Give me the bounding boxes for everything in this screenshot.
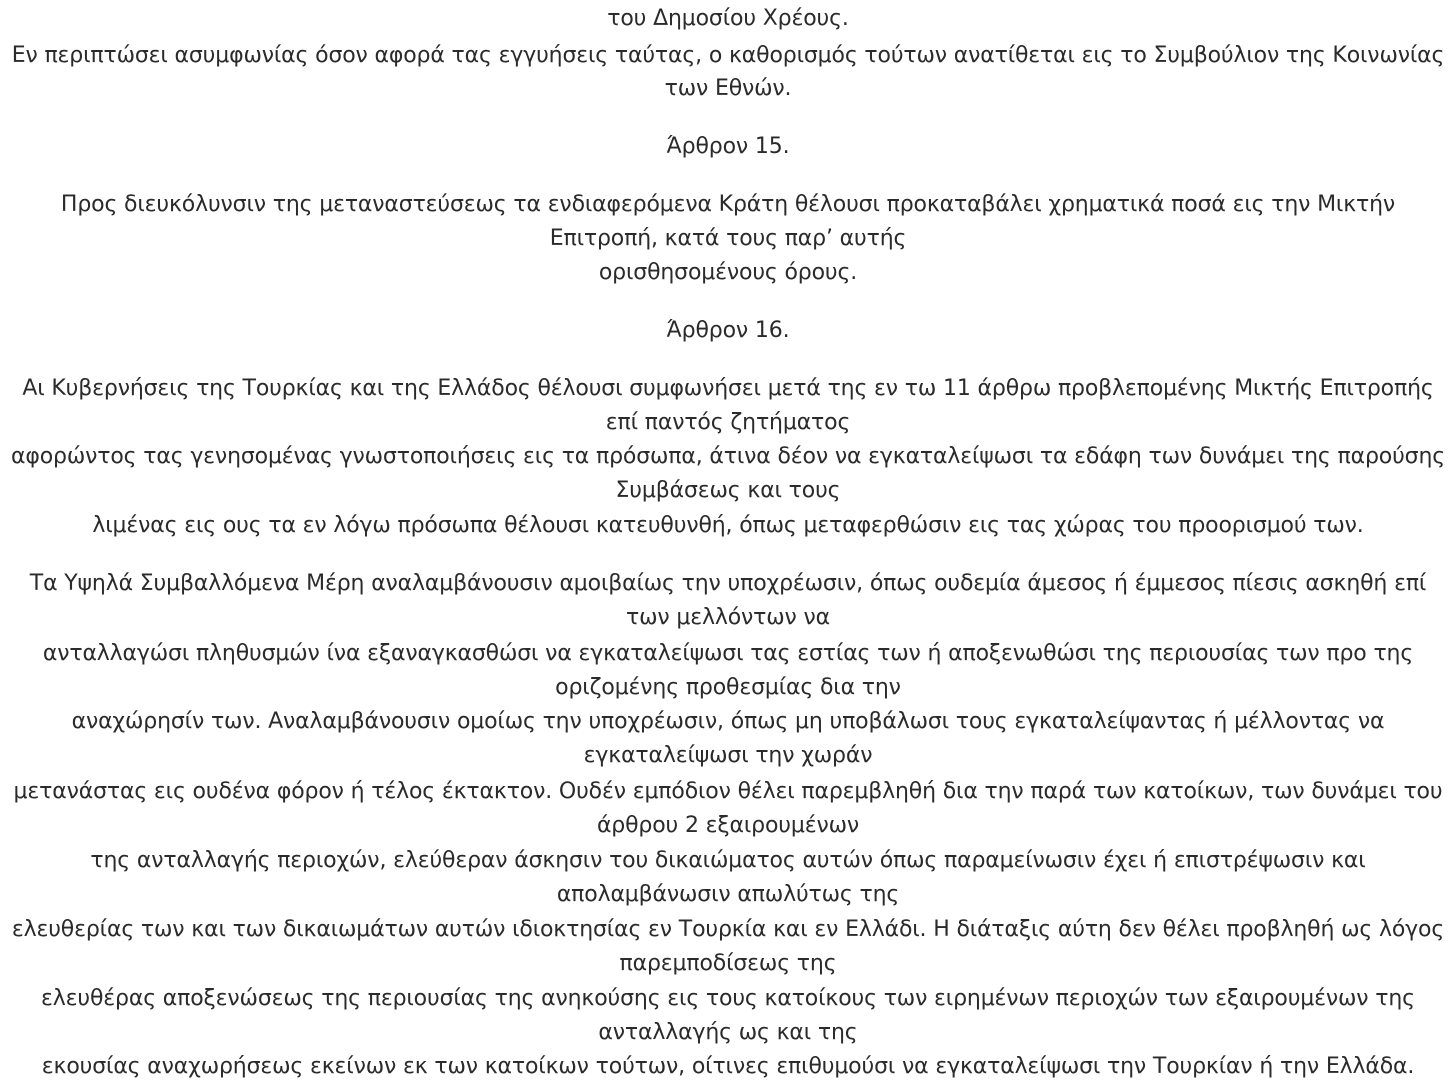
text-line: ελευθερίας των και των δικαιωμάτων αυτών ιδιοκτησίας εν Τουρκία και εν Ελλάδι. Η διάταξις αύτη δεν θέλει προβληθή ως λόγος — [11, 917, 1445, 942]
text-line: άρθρου 2 εξαιρουμένων — [596, 813, 860, 838]
text-line: ορισθησομένους όρους. — [598, 260, 858, 285]
text-line: Αι Κυβερνήσεις της Τουρκίας και της Ελλάδος θέλουσι συμφωνήσει μετά της εν τω 11 άρθρω προβλεπομένης Μικτής Επιτροπής — [22, 376, 1434, 401]
text-line: μετανάστας εις ουδένα φόρον ή τέλος έκτακτον. Ουδέν εμπόδιον θέλει παρεμβληθή δια την παρά των κατοίκων, των δυνάμει του — [13, 779, 1443, 804]
text-line: απολαμβάνωσιν απωλύτως της — [556, 882, 900, 907]
text-line: Εν περιπτώσει ασυμφωνίας όσον αφορά τας εγγυήσεις ταύτας, ο καθορισμός τούτων ανατίθεται εις το Συμβούλιον της Κοινωνίας — [11, 43, 1445, 68]
article-heading-16: Άρθρον 16. — [666, 318, 790, 343]
text-line: του Δημοσίου Χρέους. — [607, 6, 849, 31]
text-line: των μελλόντων να — [626, 605, 830, 630]
text-line: Προς διευκόλυνσιν της μεταναστεύσεως τα ενδιαφερόμενα Κράτη θέλουσι προκαταβάλει χρηματικά ποσά εις την Μικτήν — [60, 192, 1396, 217]
text-line: ελευθέρας αποξενώσεως της περιουσίας της ανηκούσης εις τους κατοίκους των ειρημένων περιοχών των εξαιρουμένων της — [41, 986, 1415, 1011]
text-line: Συμβάσεως και τους — [615, 478, 841, 503]
text-line: ανταλλαγής ως και της — [598, 1020, 858, 1045]
text-line: εκουσίας αναχωρήσεως εκείνων εκ των κατοίκων τούτων, οίτινες επιθυμούσι να εγκαταλείψωσι την Τουρκίαν ή την Ελλάδα. — [41, 1054, 1415, 1079]
text-line: οριζομένης προθεσμίας δια την — [555, 675, 901, 700]
text-line: αφορώντος τας γενησομένας γνωστοποιήσεις εις τα πρόσωπα, άτινα δέον να εγκαταλείψωσι τα εδάφη των δυνάμει της παρούσης — [11, 444, 1445, 469]
text-line: εγκαταλείψωσι την χωράν — [583, 743, 873, 768]
text-line: Επιτροπή, κατά τους παρ’ αυτής — [549, 226, 907, 251]
text-line: Τα Υψηλά Συμβαλλόμενα Μέρη αναλαμβάνουσιν αμοιβαίως την υποχρέωσιν, όπως ουδεμία άμεσος ή έμμεσος πίεσις ασκηθή επί — [29, 571, 1427, 596]
text-line: παρεμποδίσεως της — [619, 951, 837, 976]
text-line: των Εθνών. — [664, 76, 792, 101]
text-line: της ανταλλαγής περιοχών, ελεύθεραν άσκησιν του δικαιώματος αυτών όπως παραμείνωσιν έχει ή επιστρέψωσιν και — [90, 848, 1366, 873]
text-line: αναχώρησίν των. Αναλαμβάνουσιν ομοίως την υποχρέωσιν, όπως μη υποβάλωσι τους εγκαταλείψαντας ή μέλλοντας να — [71, 709, 1385, 734]
text-line: επί παντός ζητήματος — [605, 410, 851, 435]
text-line: ανταλλαγώσι πληθυσμών ίνα εξαναγκασθώσι να εγκαταλείψωσι τας εστίας των ή αποξενωθώσι της περιουσίας των προ της — [42, 641, 1414, 666]
text-line: λιμένας εις ους τα εν λόγω πρόσωπα θέλουσι κατευθυνθή, όπως μεταφερθώσιν εις τας χώρας του προορισμού των. — [92, 513, 1364, 538]
article-heading-15: Άρθρον 15. — [666, 134, 790, 159]
